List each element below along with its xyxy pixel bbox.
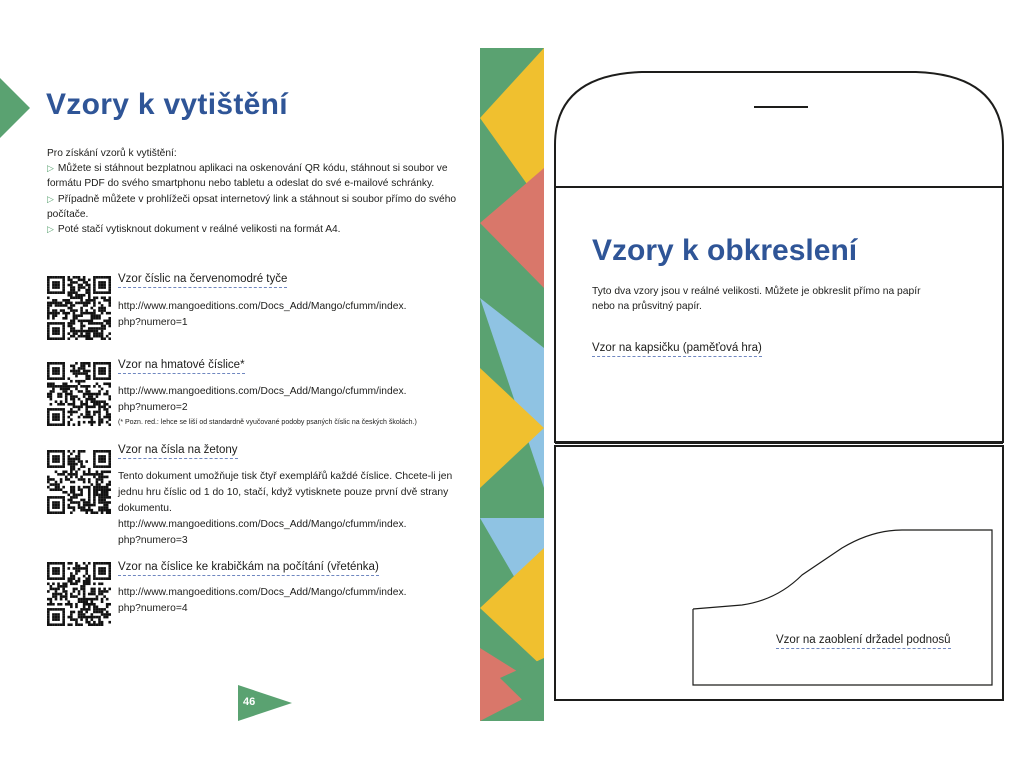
decorative-triangle-stripe bbox=[480, 48, 544, 721]
entry-url[interactable]: php?numero=3 bbox=[118, 535, 188, 546]
entry-title: Vzor na číslice ke krabičkám na počítání (vřeténka) bbox=[118, 561, 379, 576]
intro-lead: Pro získání vzorů k vytištění: bbox=[47, 148, 177, 159]
triangle-bullet-icon: ▷ bbox=[47, 193, 54, 204]
intro-bullet: ▷ Poté stačí vytisknout dokument v reálné velikosti na formát A4. bbox=[47, 224, 341, 236]
entry-url[interactable]: http://www.mangoeditions.com/Docs_Add/Mango/cfumm/index. php?numero=2 bbox=[118, 386, 407, 413]
page-title-left: Vzory k vytištění bbox=[46, 88, 288, 121]
entry-url[interactable]: http://www.mangoeditions.com/Docs_Add/Mango/cfumm/index. php?numero=4 bbox=[118, 587, 407, 614]
entry-title: Vzor na hmatové číslice* bbox=[118, 359, 245, 374]
handle-template-label: Vzor na zaoblení držadel podnosů bbox=[776, 634, 951, 649]
entry-url[interactable]: http://www.mangoeditions.com/Docs_Add/Mango/cfumm/index. php?numero=1 bbox=[118, 301, 407, 328]
intro-bullet: ▷ Můžete si stáhnout bezplatnou aplikaci na oskenování QR kódu, stáhnout si soubor ve formátu PDF do svého smartphonu nebo tabletu a odeslat do své e-mailové schránky. bbox=[47, 163, 448, 190]
qr-code-icon[interactable] bbox=[47, 362, 111, 426]
tracing-template-outline bbox=[552, 60, 1006, 705]
left-page bbox=[0, 0, 480, 768]
qr-code-icon[interactable] bbox=[47, 276, 111, 340]
triangle-bullet-icon: ▷ bbox=[47, 163, 54, 174]
entry-title: Vzor na čísla na žetony bbox=[118, 444, 238, 459]
qr-code-icon[interactable] bbox=[47, 450, 111, 514]
intro-bullet: ▷ Případně můžete v prohlížeči opsat internetový link a stáhnout si soubor přímo do svého počítače. bbox=[47, 193, 457, 220]
entry-note: (* Pozn. red.: lehce se liší od standardně vyučované podoby psaných číslic na českých školách.) bbox=[118, 419, 417, 426]
right-intro-text: Tyto dva vzory jsou v reálné velikosti. Můžete je obkreslit přímo na papír nebo na průsvitný papír. bbox=[592, 286, 921, 312]
intro-text bbox=[47, 146, 465, 237]
entry-title: Vzor číslic na červenomodré tyče bbox=[118, 273, 287, 288]
page-title-right: Vzory k obkreslení bbox=[592, 234, 858, 267]
entry-description: Tento dokument umožňuje tisk čtyř exemplářů každé číslice. Chcete-li jen jednu hru číslic od 1 do 10, stačí, když vytisknete pouze první dvě strany dokumentu. http://www.mangoeditions.com/Docs_Add/Mango/cfumm/index. php?numero=3 bbox=[118, 469, 468, 549]
triangle-bullet-icon: ▷ bbox=[47, 224, 54, 235]
green-corner-triangle bbox=[0, 78, 30, 138]
page-number: 46 bbox=[243, 696, 256, 708]
qr-code-icon[interactable] bbox=[47, 562, 111, 626]
entry-url[interactable]: http://www.mangoeditions.com/Docs_Add/Mango/cfumm/index. bbox=[118, 519, 407, 530]
pocket-template-label: Vzor na kapsičku (paměťová hra) bbox=[592, 342, 762, 357]
